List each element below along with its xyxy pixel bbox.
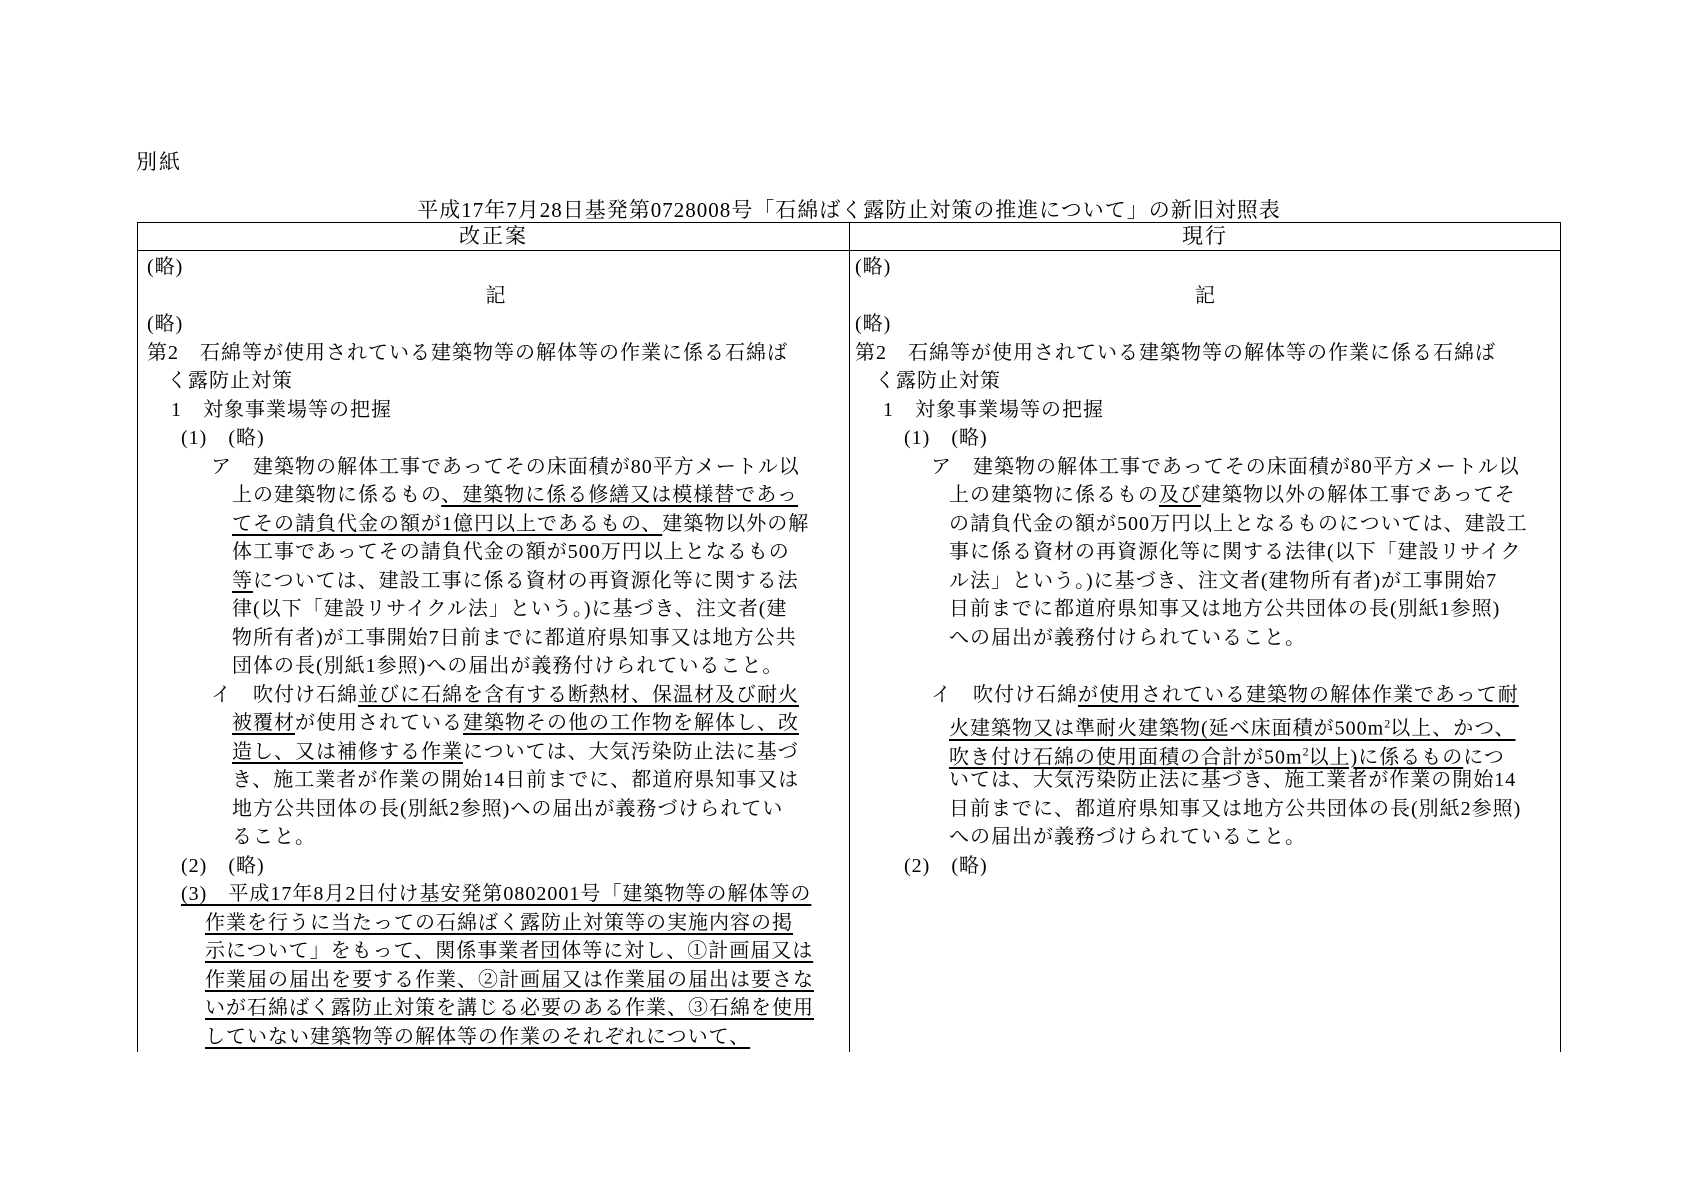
text-line <box>855 538 1556 567</box>
text-segment: く露防止対策 <box>167 370 293 392</box>
text-line <box>855 396 1556 425</box>
text-line <box>855 852 1556 881</box>
underlined-text-segment: 建築物その他の工作物を解体し、改 <box>463 712 799 734</box>
underlined-text-segment: 以上)に係るもの <box>1308 746 1464 769</box>
text-segment: 律(以下「建設リサイクル法」という。)に基づき、注文者(建 <box>232 598 788 620</box>
text-line <box>147 966 845 995</box>
text-segment: への届出が義務づけられていること。 <box>949 826 1306 848</box>
text-line <box>147 282 845 311</box>
text-line <box>147 595 845 624</box>
text-segment: については、建設工事に係る資材の再資源化等に関する法 <box>253 569 799 592</box>
text-segment: いては、大気汚染防止法に基づき、施工業者が作業の開始14 <box>949 769 1517 791</box>
text-line <box>855 738 1556 767</box>
column-header-revised: 改正案 <box>138 223 850 250</box>
underlined-text-segment: 示について」をもって、関係事業者団体等に対し、①計画届又は <box>205 940 814 962</box>
text-line <box>147 909 845 938</box>
text-segment: (略) <box>855 313 892 335</box>
underlined-text-segment: 吹き付け石綿の使用面積の合計が50m <box>949 746 1303 769</box>
underlined-text-segment: てその請負代金の額が1億円以上であるもの、 <box>232 512 663 535</box>
text-line <box>855 253 1556 282</box>
underlined-text-segment: 火建築物又は準耐火建築物(延べ床面積が500m <box>949 717 1385 740</box>
text-line <box>147 852 845 881</box>
text-line <box>147 339 845 368</box>
text-segment: (1) (略) <box>181 427 265 449</box>
text-line <box>855 652 1556 681</box>
text-line <box>855 823 1556 852</box>
column-left-content <box>138 251 850 1052</box>
table-body-row <box>138 251 1560 1052</box>
underlined-text-segment: 作業を行うに当たっての石綿ばく露防止対策等の実施内容の掲 <box>205 911 793 934</box>
text-segment: (略) <box>147 256 184 278</box>
text-line <box>147 994 845 1023</box>
text-segment: 第2 石綿等が使用されている建築物等の解体等の作業に係る石綿ば <box>855 341 1496 364</box>
text-segment: 建築物以外の解 <box>662 512 810 535</box>
text-segment: ること。 <box>232 826 316 848</box>
text-segment: 建築物以外の解体工事であってそ <box>1201 484 1516 506</box>
underlined-text-segment: が使用されている建築物の解体作業であって耐 <box>1078 683 1519 706</box>
underlined-text-segment: 等 <box>232 569 253 592</box>
text-line <box>855 424 1556 453</box>
text-segment: が使用されている <box>295 712 463 734</box>
text-line <box>147 766 845 795</box>
text-line <box>147 795 845 824</box>
text-line <box>855 339 1556 368</box>
underlined-text-segment: (3) 平成17年8月2日付け基安発第0802001号「建築物等の解体等の <box>181 883 812 905</box>
text-line <box>147 567 845 596</box>
text-segment: ル法」という。)に基づき、注文者(建物所有者)が工事開始7 <box>949 569 1498 592</box>
column-right-content <box>850 251 1560 1052</box>
text-segment: への届出が義務付けられていること。 <box>949 626 1306 649</box>
text-line <box>147 738 845 767</box>
text-segment: 1 対象事業場等の把握 <box>171 398 392 421</box>
text-line <box>855 481 1556 510</box>
text-segment: 記 <box>1195 284 1216 307</box>
text-line <box>147 709 845 738</box>
text-line <box>855 766 1556 795</box>
text-segment: 1 対象事業場等の把握 <box>883 398 1104 421</box>
underlined-text-segment: 並びに石綿を含有する断熱材、保温材及び耐火 <box>358 683 799 706</box>
text-line <box>147 253 845 282</box>
text-line <box>855 310 1556 339</box>
text-segment: 地方公共団体の長(別紙2参照)への届出が義務づけられてい <box>232 797 784 820</box>
text-segment: 団体の長(別紙1参照)への届出が義務付けられていること。 <box>232 655 784 677</box>
text-segment: 日前までに、都道府県知事又は地方公共団体の長(別紙2参照) <box>949 797 1522 820</box>
text-line <box>147 510 845 539</box>
text-line <box>147 424 845 453</box>
text-line <box>147 652 845 681</box>
underlined-text-segment: 被覆材 <box>232 712 295 734</box>
text-segment: 上の建築物に係るもの <box>949 484 1159 506</box>
text-line <box>147 880 845 909</box>
text-line <box>855 510 1556 539</box>
table-header-row <box>138 223 1560 251</box>
text-segment: (略) <box>855 256 892 278</box>
text-segment: ア 建築物の解体工事であってその床面積が80平方メートル以 <box>931 455 1520 478</box>
text-segment: 物所有者)が工事開始7日前までに都道府県知事又は地方公共 <box>232 626 797 649</box>
text-segment: 第2 石綿等が使用されている建築物等の解体等の作業に係る石綿ば <box>147 341 788 364</box>
document-title: 平成17年7月28日基発第0728008号「石綿ばく露防止対策の推進について」の新旧対照表 <box>417 198 1281 222</box>
text-line <box>855 709 1556 738</box>
text-line <box>147 823 845 852</box>
underlined-text-segment: 造し、又は補修する作業 <box>232 740 463 763</box>
underlined-text-segment: 作業届の届出を要する作業、②計画届又は作業届の届出は要さな <box>205 968 814 991</box>
text-line <box>147 481 845 510</box>
underlined-text-segment: いが石綿ばく露防止対策を講じる必要のある作業、③石綿を使用 <box>205 997 814 1019</box>
text-segment: ア 建築物の解体工事であってその床面積が80平方メートル以 <box>211 455 800 478</box>
text-line <box>855 624 1556 653</box>
text-line <box>855 282 1556 311</box>
comparison-table <box>137 222 1561 1052</box>
text-segment: (1) (略) <box>904 427 988 449</box>
text-segment: き、施工業者が作業の開始14日前までに、都道府県知事又は <box>232 769 800 791</box>
text-segment: イ 吹付け石綿 <box>211 683 358 706</box>
text-segment: の請負代金の額が500万円以上となるものについては、建設工 <box>949 512 1528 535</box>
underlined-text-segment: 以上、かつ、 <box>1390 717 1516 740</box>
text-segment: 上の建築物に係るもの <box>232 484 442 506</box>
underlined-text-segment: していない建築物等の解体等の作業のそれぞれについて、 <box>205 1025 751 1048</box>
text-line <box>147 453 845 482</box>
text-segment: 日前までに都道府県知事又は地方公共団体の長(別紙1参照) <box>949 598 1501 620</box>
text-line <box>855 453 1556 482</box>
superscript: 2 <box>1384 716 1391 730</box>
text-line <box>855 795 1556 824</box>
text-line <box>147 310 845 339</box>
text-line <box>147 367 845 396</box>
text-segment: (2) (略) <box>904 854 988 877</box>
column-header-current: 現行 <box>1182 224 1228 248</box>
text-segment: イ 吹付け石綿 <box>931 683 1078 706</box>
text-line <box>147 396 845 425</box>
superscript: 2 <box>1302 744 1309 759</box>
text-line <box>855 681 1556 710</box>
underlined-text-segment: 、建築物に係る修繕又は模様替であっ <box>441 484 799 506</box>
text-segment: 事に係る資材の再資源化等に関する法律(以下「建設リサイク <box>949 541 1522 563</box>
text-segment: く露防止対策 <box>875 370 1001 392</box>
text-segment: (2) (略) <box>181 854 265 877</box>
text-line <box>855 567 1556 596</box>
text-segment: については、大気汚染防止法に基づ <box>463 740 799 763</box>
text-segment: 記 <box>485 284 507 307</box>
text-line <box>147 937 845 966</box>
text-segment: につ <box>1463 746 1505 769</box>
text-line <box>147 538 845 567</box>
text-segment: 体工事であってその請負代金の額が500万円以上となるもの <box>232 541 790 563</box>
text-line <box>147 1023 845 1052</box>
attachment-label: 別紙 <box>136 150 182 174</box>
underlined-text-segment: 及び <box>1159 484 1201 506</box>
text-line <box>855 367 1556 396</box>
text-segment: (略) <box>147 313 184 335</box>
text-line <box>147 624 845 653</box>
text-line <box>147 681 845 710</box>
text-line <box>855 595 1556 624</box>
